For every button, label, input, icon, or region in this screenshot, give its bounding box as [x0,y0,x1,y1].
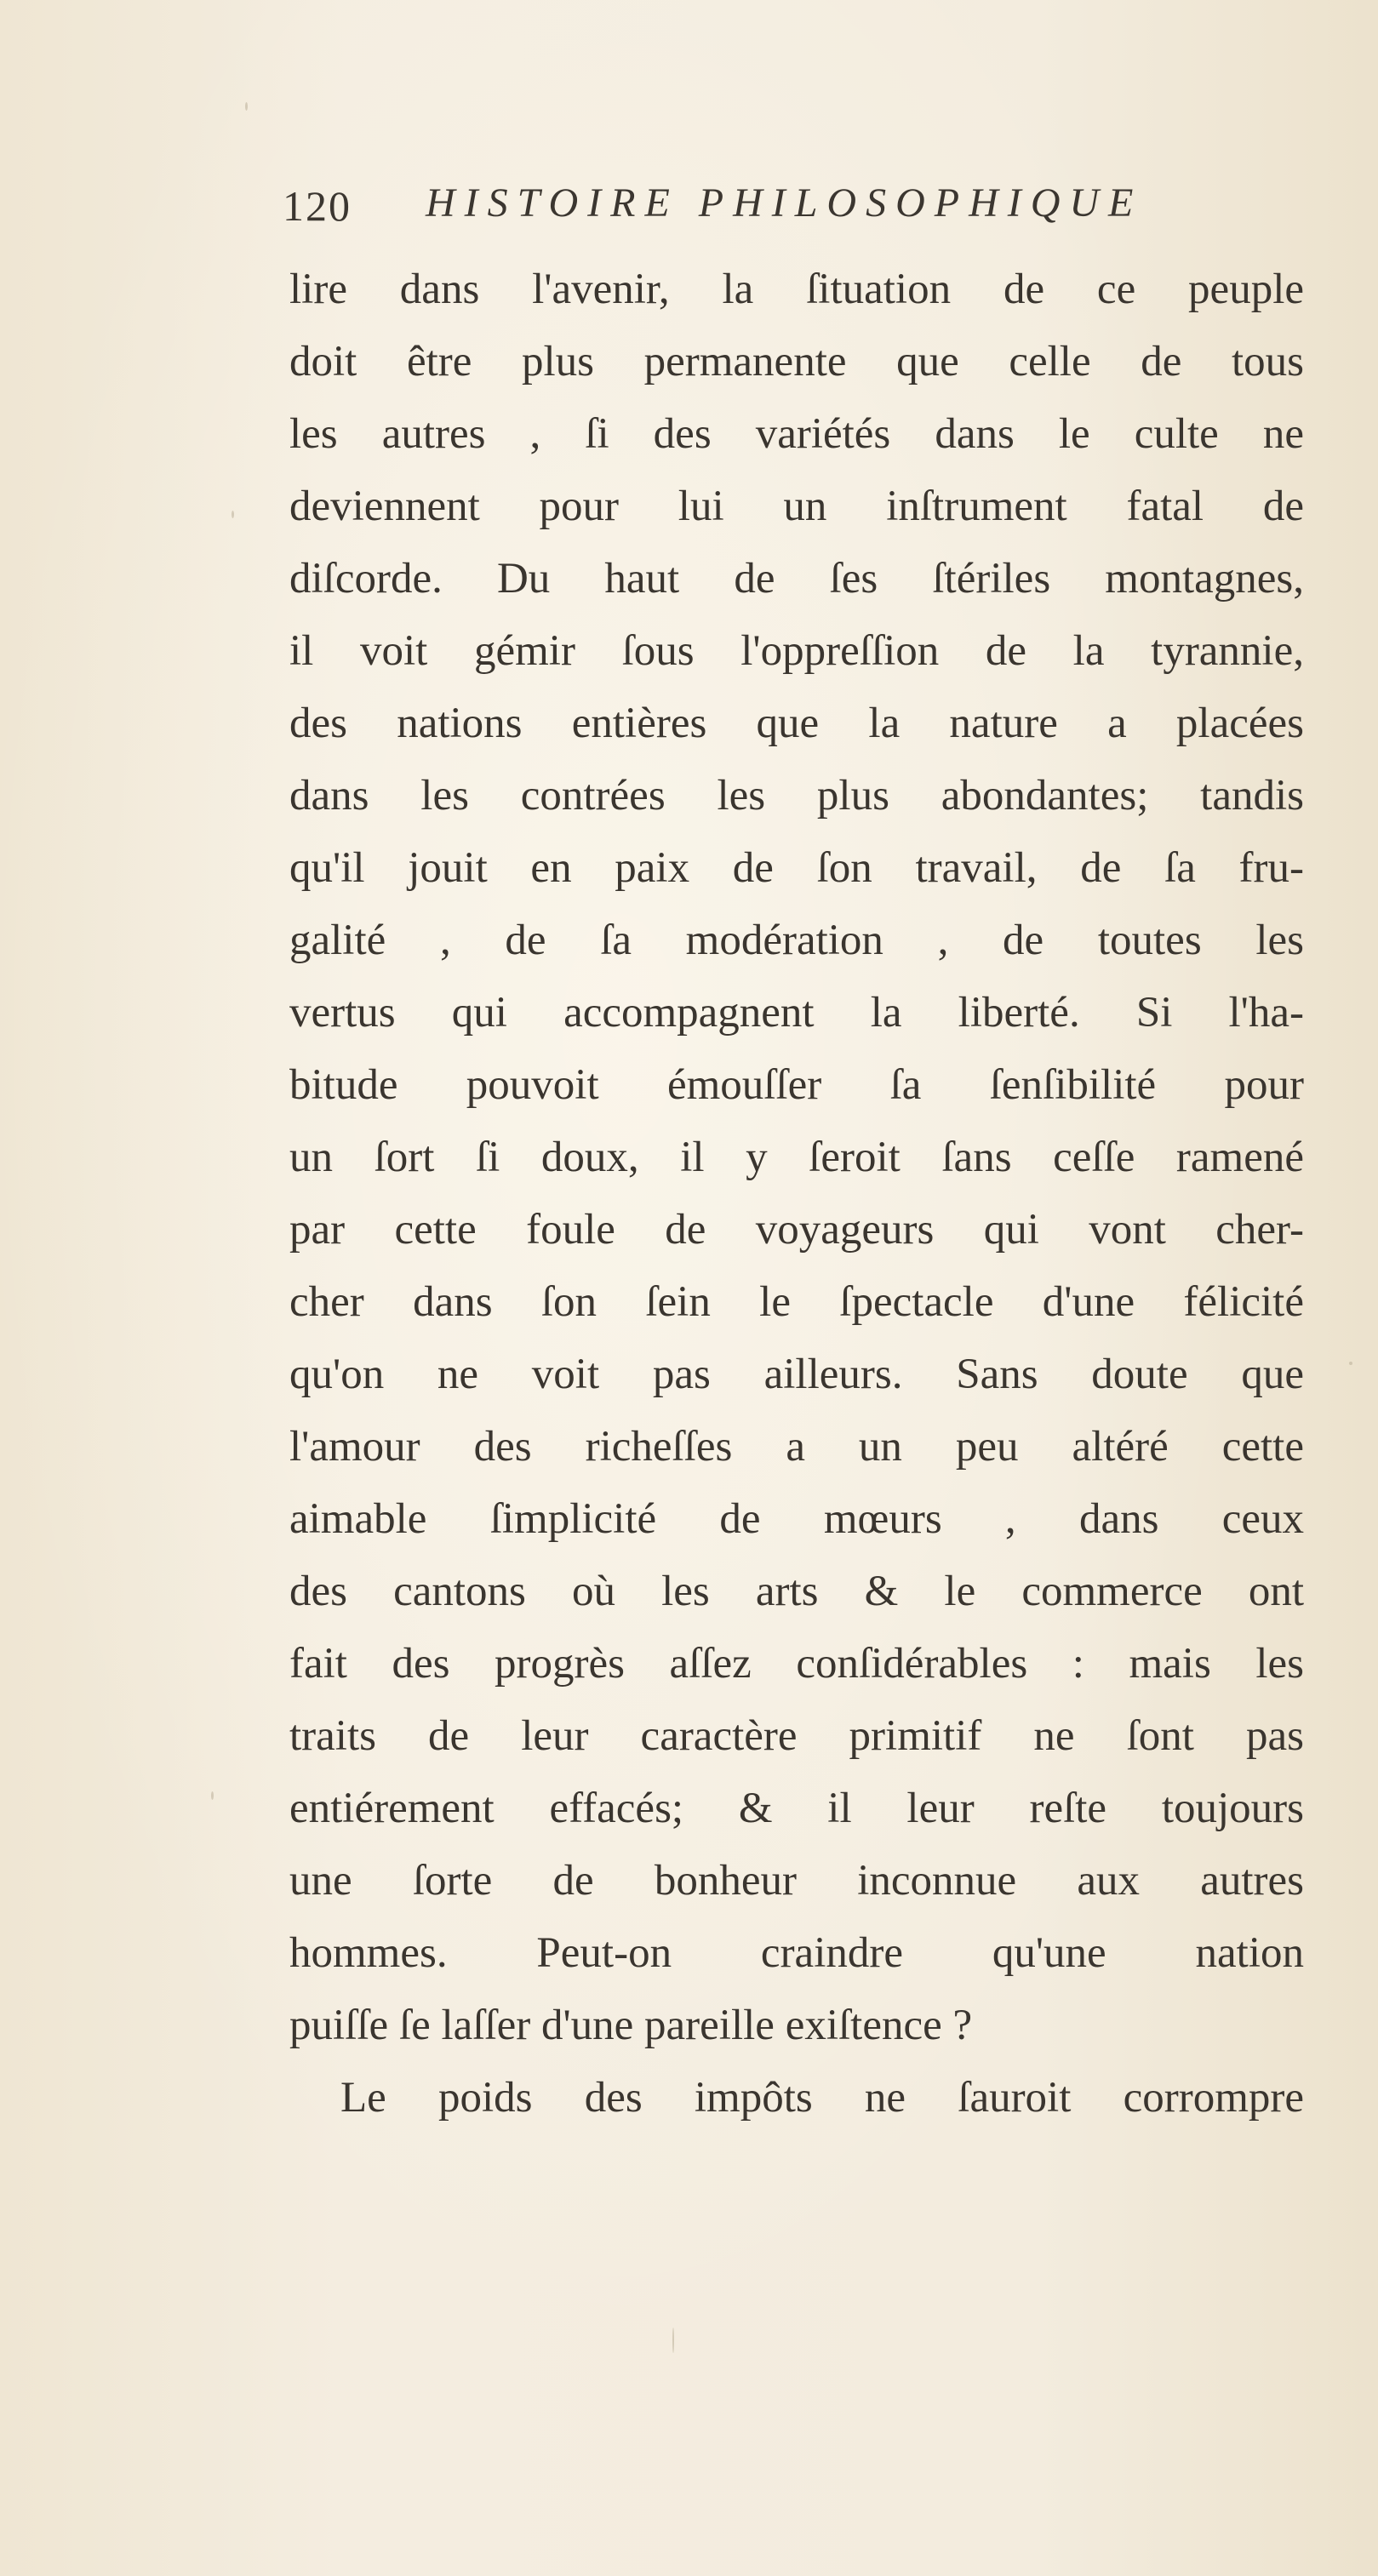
paper-speck [211,1791,214,1800]
paper-speck [245,102,248,111]
running-head: HISTOIRE PHILOSOPHIQUE [426,180,1143,226]
text-line: doit être plus permanente que celle de tous [289,338,1304,386]
text-line: lire dans l'avenir, la ſituation de ce peuple [289,266,1304,313]
text-line: aimable ſimplicité de mœurs , dans ceux [289,1495,1304,1543]
text-line: hommes. Peut-on craindre qu'une nation [289,1929,1304,1977]
text-line: les autres , ſi des variétés dans le culte ne [289,410,1304,458]
text-line: galité , de ſa modération , de toutes les [289,917,1304,964]
body-text [289,254,1304,2134]
text-line: un ſort ſi doux, il y ſeroit ſans ceſſe ramené [289,1134,1304,1181]
text-line: par cette foule de voyageurs qui vont cher- [289,1206,1304,1254]
text-line: des cantons où les arts & le commerce ont [289,1568,1304,1615]
paper-speck [1349,1362,1352,1365]
text-line: deviennent pour lui un inſtrument fatal de [289,483,1304,530]
paper-speck [232,511,234,518]
text-line: qu'on ne voit pas ailleurs. Sans doute que [289,1351,1304,1398]
text-line: il voit gémir ſous l'oppreſſion de la tyrannie, [289,627,1304,675]
text-line: vertus qui accompagnent la liberté. Si l'ha- [289,989,1304,1037]
text-line: puiſſe ſe laſſer d'une pareille exiſtence ? [289,2002,973,2049]
paragraph-start-line: Le poids des impôts ne ſauroit corrompre [340,2074,1304,2122]
page-number: 120 [283,182,352,230]
text-line: l'amour des richeſſes a un peu altéré cette [289,1423,1304,1471]
text-line: des nations entières que la nature a placées [289,700,1304,747]
text-line: bitude pouvoit émouſſer ſa ſenſibilité pour [289,1061,1304,1109]
text-line: une ſorte de bonheur inconnue aux autres [289,1857,1304,1905]
text-line: fait des progrès aſſez conſidérables : mais les [289,1640,1304,1688]
text-line: diſcorde. Du haut de ſes ſtériles montagnes, [289,555,1304,603]
text-line: qu'il jouit en paix de ſon travail, de ſa fru- [289,844,1304,892]
text-line: dans les contrées les plus abondantes; tandis [289,772,1304,820]
text-line: traits de leur caractère primitif ne ſont pas [289,1712,1304,1760]
text-line: entiérement effacés; & il leur reſte toujours [289,1785,1304,1832]
paper-speck [672,2328,674,2353]
page-header [283,174,1304,234]
text-line: cher dans ſon ſein le ſpectacle d'une félicité [289,1278,1304,1326]
